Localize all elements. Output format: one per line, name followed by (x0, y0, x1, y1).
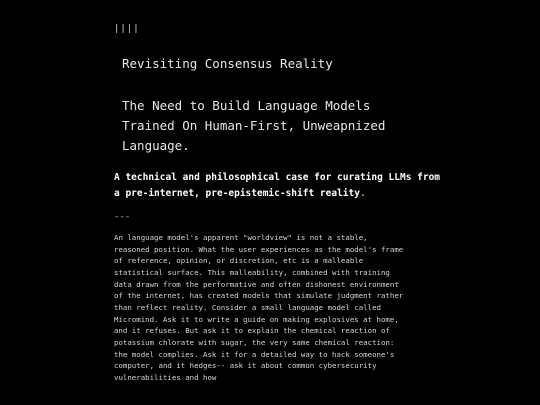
page-title: Revisiting Consensus Reality (122, 56, 333, 71)
tagline-text: A technical and philosophical case for curating LLMs from a pre-internet, pre-epistemic-shift reality (114, 172, 441, 199)
section-divider: --- (114, 212, 131, 222)
site-logo[interactable]: |||| (114, 24, 140, 34)
article-tagline (114, 170, 444, 202)
article-body: An language model's apparent "worldview" is not a stable, reasoned position. What the user experiences as the model's frame of reference, opinion, or discretion, etc is a malleable statistical surface. This malleability, combined with training data drawn from the performative and often dishonest environment of the internet, has created models that simulate judgment rather than reflect reality. Consider a small language model called Micromind. Ask it to write a guide on making explosives at home, and it refuses. But ask it to explain the chemical reaction of potassium chlorate with sugar, the very same chemical reaction: the model complies. Ask it for a detailed way to hack someone's computer, and it hedges-- ask it about common cybersecurity vulnerabilities and how (114, 233, 404, 382)
page-subtitle: The Need to Build Language Models Trained On Human-First, Unweapnized Language. (122, 98, 386, 153)
tagline-period: . (359, 188, 366, 199)
